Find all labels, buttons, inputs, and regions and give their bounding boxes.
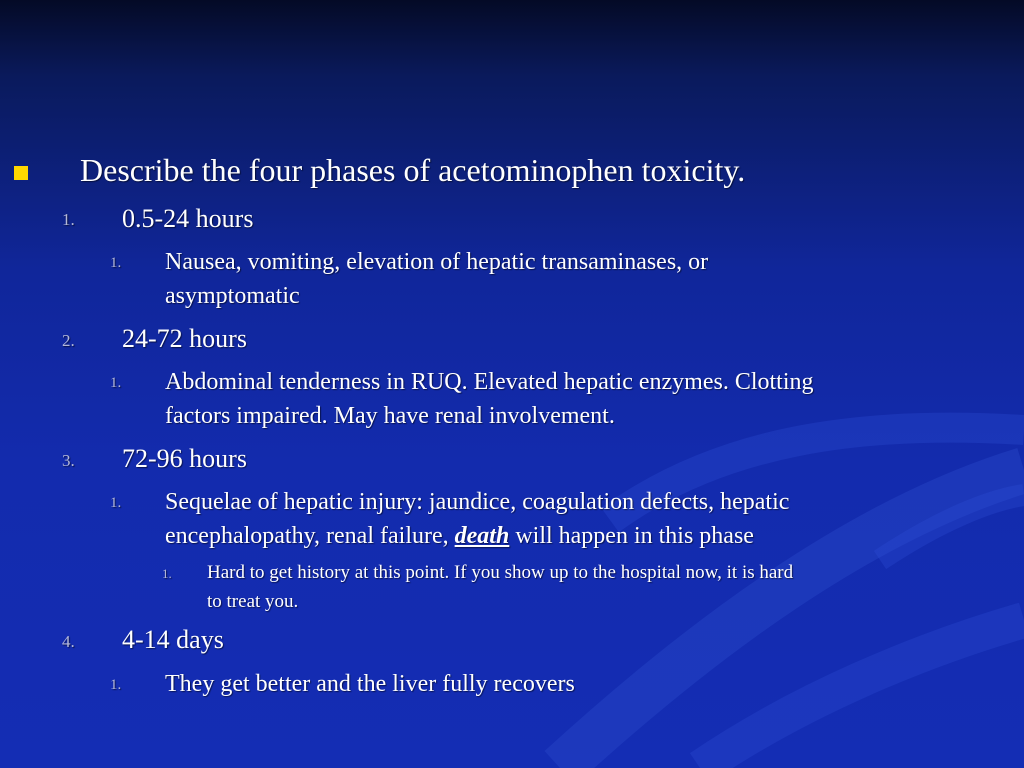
phase-3-item-1-line-1: Sequelae of hepatic injury: jaundice, coagulation defects, hepatic bbox=[165, 489, 790, 515]
square-bullet-icon bbox=[14, 166, 28, 180]
phase-3-subitem-1-line-2: to treat you. bbox=[207, 591, 299, 612]
phase-1-item-1-number: 1. bbox=[110, 255, 122, 271]
phase-1-item-1-line-2: asymptomatic bbox=[165, 283, 300, 309]
phase-2-label: 24-72 hours bbox=[122, 324, 247, 353]
phase-4-number: 4. bbox=[62, 632, 75, 651]
phase-2-item-1-line-1: Abdominal tenderness in RUQ. Elevated hepatic enzymes. Clotting bbox=[165, 369, 814, 395]
phase-3-item-1-line-2-post: will happen in this phase bbox=[509, 523, 754, 549]
phase-4-label: 4-14 days bbox=[122, 625, 224, 654]
phase-2-number: 2. bbox=[62, 331, 75, 350]
phase-3-subitem-1-number: 1. bbox=[162, 566, 172, 581]
phase-3-item-1-line-2-pre: encephalopathy, renal failure, bbox=[165, 523, 455, 549]
phase-3-number: 3. bbox=[62, 451, 75, 470]
phase-1-item-1-line-1: Nausea, vomiting, elevation of hepatic transaminases, or bbox=[165, 249, 709, 275]
phase-2-item-1-number: 1. bbox=[110, 375, 122, 391]
phase-3-item-1-number: 1. bbox=[110, 495, 122, 511]
phase-2-item-1-line-2: factors impaired. May have renal involvement. bbox=[165, 403, 615, 429]
phase-4-item-1-number: 1. bbox=[110, 677, 122, 693]
phase-1-label: 0.5-24 hours bbox=[122, 204, 254, 233]
phase-3-item-1-line-2 bbox=[165, 519, 754, 553]
phase-4-item-1-line-1: They get better and the liver fully recovers bbox=[165, 671, 575, 697]
slide-title: Describe the four phases of acetominophen toxicity. bbox=[80, 152, 746, 188]
phase-3-label: 72-96 hours bbox=[122, 444, 247, 473]
phase-1-number: 1. bbox=[62, 210, 75, 229]
death-emphasis: death bbox=[454, 523, 510, 549]
phase-3-subitem-1-line-1: Hard to get history at this point. If you show up to the hospital now, it is hard bbox=[207, 562, 794, 583]
